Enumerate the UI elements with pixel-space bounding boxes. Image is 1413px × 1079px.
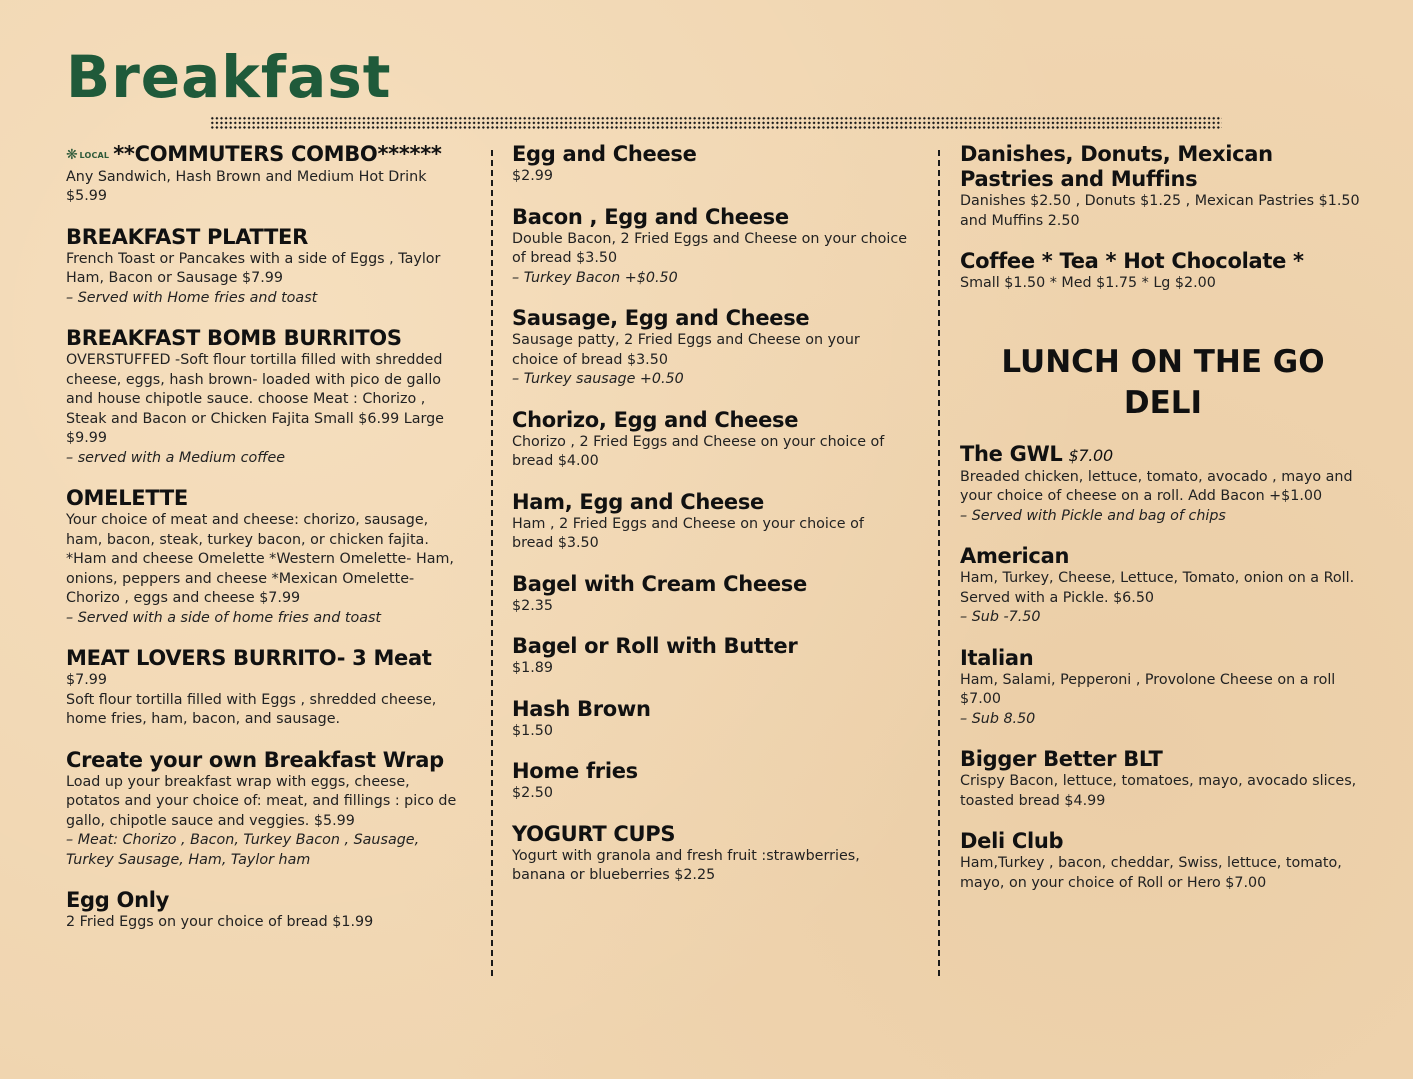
item-name: **COMMUTERS COMBO****** bbox=[113, 142, 442, 166]
item-price: $5.99 bbox=[66, 188, 107, 204]
menu-item bbox=[960, 646, 1360, 730]
item-name: Coffee * Tea * Hot Chocolate * bbox=[960, 249, 1304, 273]
menu-item bbox=[960, 442, 1360, 527]
item-name: Italian bbox=[960, 645, 1034, 670]
item-desc: Breaded chicken, lettuce, tomato, avocado , mayo and your choice of cheese on a roll. Add Bacon +$1.00 bbox=[960, 468, 1353, 504]
item-name: BREAKFAST BOMB BURRITOS bbox=[66, 326, 402, 350]
item-name: Home fries bbox=[512, 759, 638, 783]
item-name: Egg Only bbox=[66, 888, 170, 912]
menu-item bbox=[66, 326, 461, 468]
item-name: YOGURT CUPS bbox=[512, 821, 676, 846]
item-desc: Danishes $2.50 , Donuts $1.25 , Mexican Pastries $1.50 and Muffins 2.50 bbox=[960, 193, 1360, 229]
item-name: Hash Brown bbox=[512, 696, 651, 721]
menu-item bbox=[960, 544, 1360, 628]
column-divider-2 bbox=[938, 150, 940, 976]
item-name: Ham, Egg and Cheese bbox=[512, 489, 764, 514]
item-note: – Sub -7.50 bbox=[960, 609, 1041, 625]
menu-title: Breakfast bbox=[66, 43, 392, 111]
item-name: The GWL bbox=[960, 441, 1063, 466]
menu-item bbox=[512, 572, 907, 617]
breakfast-column-2 bbox=[512, 142, 907, 904]
item-desc: French Toast or Pancakes with a side of Eggs , Taylor Ham, Bacon or Sausage $7.99 bbox=[66, 250, 441, 286]
menu-item bbox=[66, 646, 461, 730]
item-price: $2.35 bbox=[512, 597, 553, 614]
menu-item bbox=[66, 225, 461, 309]
menu-item bbox=[512, 634, 907, 679]
item-name: MEAT LOVERS BURRITO- 3 Meat bbox=[66, 646, 432, 670]
item-desc: Small $1.50 * Med $1.75 * Lg $2.00 bbox=[960, 275, 1216, 291]
menu-item bbox=[66, 748, 461, 871]
item-desc: Yogurt with granola and fresh fruit :strawberries, banana or blueberries $2.25 bbox=[512, 847, 860, 883]
menu-item bbox=[512, 822, 907, 886]
local-badge: LOCAL bbox=[79, 150, 110, 160]
menu-item bbox=[512, 408, 907, 472]
item-name: Bigger Better BLT bbox=[960, 747, 1163, 771]
item-desc: Load up your breakfast wrap with eggs, cheese, potatos and your choice of: meat, and fillings : pico de gallo, chipotle sauce and veggies. $5.99 bbox=[66, 773, 457, 829]
item-note: – Served with a side of home fries and toast bbox=[66, 609, 382, 626]
dotted-divider bbox=[210, 116, 1222, 130]
item-name: Chorizo, Egg and Cheese bbox=[512, 407, 799, 432]
menu-item bbox=[512, 697, 907, 742]
item-name: Bagel or Roll with Butter bbox=[512, 634, 798, 658]
item-note: – served with a Medium coffee bbox=[66, 449, 286, 466]
menu-item bbox=[512, 205, 907, 289]
item-name: Bagel with Cream Cheese bbox=[512, 571, 807, 596]
item-name: Danishes, Donuts, Mexican Pastries and Muffins bbox=[960, 142, 1273, 191]
menu-item bbox=[512, 306, 907, 390]
lunch-heading-line1: LUNCH ON THE GO bbox=[1001, 343, 1325, 380]
item-price: $7.99 bbox=[66, 672, 107, 688]
item-name: BREAKFAST PLATTER bbox=[66, 224, 308, 249]
item-price: $1.50 bbox=[512, 722, 553, 739]
item-name: Bacon , Egg and Cheese bbox=[512, 204, 789, 229]
local-leaf-icon: ❋ bbox=[66, 146, 78, 163]
item-name: American bbox=[960, 544, 1070, 568]
menu-item bbox=[960, 142, 1360, 231]
item-name: Egg and Cheese bbox=[512, 142, 697, 166]
item-desc: Chorizo , 2 Fried Eggs and Cheese on your choice of bread $4.00 bbox=[512, 433, 885, 469]
item-desc: Soft flour tortilla filled with Eggs , shredded cheese, home fries, ham, bacon, and sausage. bbox=[66, 691, 437, 727]
menu-item bbox=[960, 747, 1360, 811]
lunch-heading bbox=[958, 342, 1368, 424]
item-desc: Crispy Bacon, lettuce, tomatoes, mayo, avocado slices, toasted bread $4.99 bbox=[960, 773, 1357, 809]
item-name: Deli Club bbox=[960, 829, 1064, 853]
item-desc: OVERSTUFFED -Soft flour tortilla filled with shredded cheese, eggs, hash brown- loaded with pico de gallo and house chipotle sauce. choose Meat : Chorizo , Steak and Bacon or Chicken Fajita Small $6.99 Large $9.99 bbox=[66, 352, 444, 446]
breakfast-column-1 bbox=[66, 142, 461, 951]
item-note: – Served with Pickle and bag of chips bbox=[960, 507, 1226, 524]
item-name: Create your own Breakfast Wrap bbox=[66, 747, 444, 772]
item-price: $2.99 bbox=[512, 168, 553, 184]
menu-item bbox=[66, 142, 461, 207]
item-desc: Ham, Salami, Pepperoni , Provolone Cheese on a roll $7.00 bbox=[960, 671, 1336, 707]
item-note: – Sub 8.50 bbox=[960, 710, 1036, 727]
menu-item bbox=[960, 829, 1360, 893]
item-name: Sausage, Egg and Cheese bbox=[512, 306, 810, 330]
item-desc: Ham , 2 Fried Eggs and Cheese on your choice of bread $3.50 bbox=[512, 515, 864, 551]
item-note: – Served with Home fries and toast bbox=[66, 289, 318, 306]
column-divider-1 bbox=[491, 150, 493, 976]
item-note: – Turkey Bacon +$0.50 bbox=[512, 269, 678, 286]
item-desc: Any Sandwich, Hash Brown and Medium Hot Drink bbox=[66, 168, 427, 185]
item-name: OMELETTE bbox=[66, 486, 188, 510]
item-desc: Ham,Turkey , bacon, cheddar, Swiss, lettuce, tomato, mayo, on your choice of Roll or Hero $7.00 bbox=[960, 855, 1342, 891]
menu-item bbox=[512, 142, 907, 187]
menu-item bbox=[512, 490, 907, 554]
item-price: $2.50 bbox=[512, 785, 553, 801]
menu-item bbox=[66, 486, 461, 628]
item-desc: Ham, Turkey, Cheese, Lettuce, Tomato, onion on a Roll. Served with a Pickle. $6.50 bbox=[960, 570, 1355, 606]
menu-item bbox=[512, 759, 907, 804]
item-desc: Sausage patty, 2 Fried Eggs and Cheese on your choice of bread $3.50 bbox=[512, 332, 860, 368]
item-desc: Double Bacon, 2 Fried Eggs and Cheese on your choice of bread $3.50 bbox=[512, 230, 908, 266]
item-desc: Your choice of meat and cheese: chorizo, sausage, ham, bacon, steak, turkey bacon, or chicken fajita. *Ham and cheese Omelette *Western Omelette- Ham, onions, peppers and cheese *Mexican Omelette- Chorizo , eggs and cheese $7.99 bbox=[66, 512, 454, 606]
item-price: $7.00 bbox=[1068, 445, 1113, 465]
breakfast-column-3 bbox=[960, 142, 1360, 911]
item-note: – Turkey sausage +0.50 bbox=[512, 371, 684, 387]
lunch-heading-line2: DELI bbox=[1123, 384, 1203, 421]
item-desc: 2 Fried Eggs on your choice of bread $1.99 bbox=[66, 914, 374, 930]
item-note: – Meat: Chorizo , Bacon, Turkey Bacon , Sausage, Turkey Sausage, Ham, Taylor ham bbox=[66, 832, 420, 868]
item-price: $1.89 bbox=[512, 660, 553, 676]
menu-item bbox=[960, 249, 1360, 294]
menu-item bbox=[66, 888, 461, 933]
